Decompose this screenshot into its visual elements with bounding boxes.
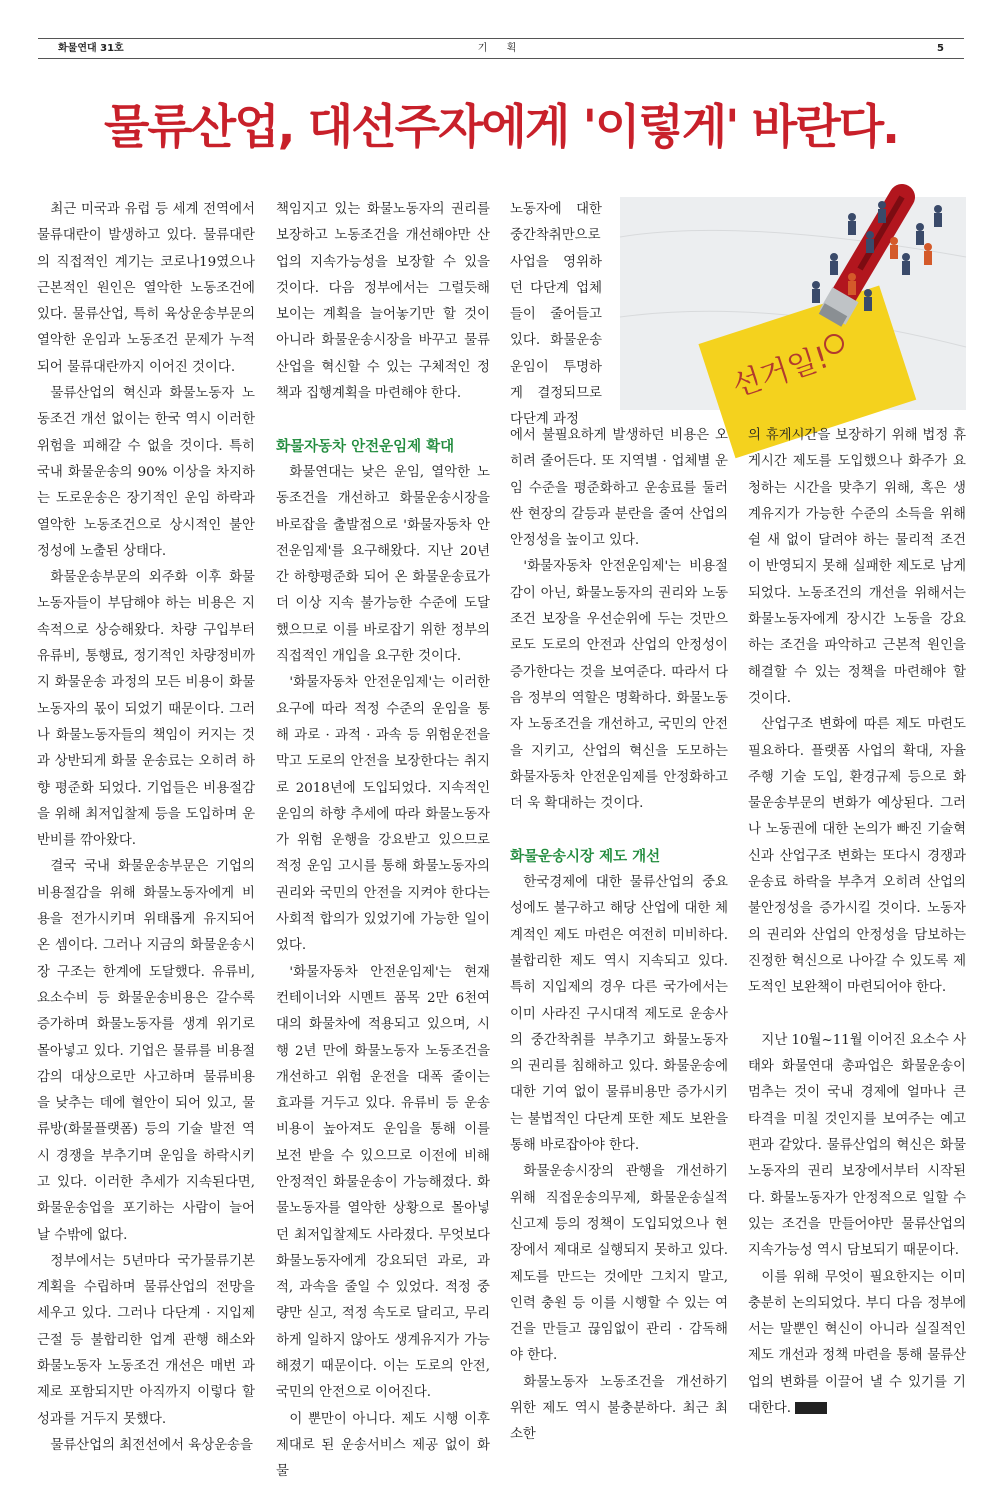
paragraph: 산업구조 변화에 따른 제도 마련도 필요하다. 플랫폼 사업의 확대, 자율주행 기술 도입, 환경규제 등으로 화물운송부문의 변화가 예상된다. 그러나 노동권에 대한 논의가 빠진 기술혁신과 산업구조 변화는 또다시 경쟁과 운송료 하락을 부추겨 오히려 산업의 불안정성을 증가시킬 것이다. 노동자의 권리와 산업의 안정성을 담보하는 진정한 혁신으로 나아갈 수 있도록 제도적인 보완책이 마련되어야 한다.	[748, 717, 966, 996]
end-mark-icon	[795, 1402, 827, 1414]
paragraph: 물류산업의 혁신과 화물노동자 노동조건 개선 없이는 한국 역시 이러한 위험을 피해갈 수 없을 것이다. 특히 국내 화물운송의 90% 이상을 차지하는 도로운송은 장기적인 운임 하락과 열악한 노동조건으로 상시적인 불안정성에 노출된 상태다.	[37, 386, 255, 559]
paragraph: 책임지고 있는 화물노동자의 권리를 보장하고 노동조건을 개선해야만 산업의 지속가능성을 보장할 수 있을 것이다. 다음 정부에서는 그럴듯해 보이는 계획을 늘어놓기만 할 것이 아니라 화물운송시장을 바꾸고 물류산업을 혁신할 수 있는 구체적인 정책과 집행계획을 마련해야 한다.	[276, 202, 490, 402]
article-column-3-narrow	[510, 197, 602, 428]
article-column-2	[276, 197, 490, 1480]
paragraph: 화물연대는 낮은 운임, 열악한 노동조건을 개선하고 화물운송시장을 바로잡을 출발점으로 '화물자동차 안전운임제'를 요구해왔다. 지난 20년간 하향평준화 되어 온 화물운송료가 더 이상 지속 불가능한 수준에 도달했으므로 이를 바로잡기 위한 정부의 직접적인 개입을 요구한 것이다.	[276, 464, 490, 665]
paragraph: '화물자동차 안전운임제'는 이러한 요구에 따라 적정 수준의 운임을 통해 과로 · 과적 · 과속 등 위험운전을 막고 도로의 안전을 보장한다는 취지로 2018년에 도입되었다. 지속적인 운임의 하향 추세에 따라 화물노동자가 위험 운행을 강요받고 있으므로 적정 운임 고시를 통해 화물노동자의 권리와 국민의 안전을 지켜야 한다는 사회적 합의가 있었기에 가능한 일이었다.	[276, 675, 490, 954]
paragraph: 의 휴게시간을 보장하기 위해 법정 휴게시간 제도를 도입했으나 화주가 요청하는 시간을 맞추기 위해, 혹은 생계유지가 가능한 수준의 소득을 위해 쉴 새 없이 달려야 하는 물리적 조건이 반영되지 못해 실패한 제도로 남게 되었다. 노동조건의 개선을 위해서는 화물노동자에게 장시간 노동을 강요하는 조건을 파악하고 근본적 원인을 해결할 수 있는 정책을 마련해야 할 것이다.	[748, 428, 966, 706]
article-photo	[620, 197, 966, 410]
paragraph: '화물자동차 안전운임제'는 현재 컨테이너와 시멘트 품목 2만 6천여 대의 화물차에 적용되고 있으며, 시행 2년 만에 화물노동자 노동조건을 개선하고 위험 운전을 대폭 줄이는 효과를 거두고 있다. 유류비 등 운송비용이 높아져도 운임을 통해 이를 보전 받을 수 있으므로 이전에 비해 안정적인 화물운송이 가능해졌다. 화물노동자를 열악한 상황으로 몰아넣던 최저입찰제도 사라졌다. 무엇보다 화물노동자에게 강요되던 과로, 과적, 과속을 줄일 수 있었다. 적정 중량만 싣고, 적정 속도로 달리고, 무리하게 일하지 않아도 생계유지가 가능해졌기 때문이다. 이는 도로의 안전, 국민의 안전으로 이어진다.	[276, 964, 490, 1401]
ballot-stamp-illustration	[620, 197, 966, 410]
paragraph: 노동자에 대한 중간착취만으로 사업을 영위하던 다단계 업체들이 줄어들고 있다. 화물운송운임이 투명하게 결정되므로 다단계 과정	[510, 202, 602, 428]
section-heading-market-reform: 화물운송시장 제도 개선	[510, 848, 661, 865]
paragraph: 결국 국내 화물운송부문은 기업의 비용절감을 위해 화물노동자에게 비용을 전가시키며 위태롭게 유지되어 온 셈이다. 그러나 지금의 화물운송시장 구조는 한계에 도달했다. 유류비, 요소수비 등 화물운송비용은 갈수록 증가하며 화물노동자를 생계 위기로 몰아넣고 있다. 기업은 물류를 비용절감의 대상으로만 사고하며 물류비용을 낮추는 데에 혈안이 되어 있고, 물류방(화물플랫폼) 등의 기술 발전 역시 경쟁을 부추기며 운임을 하락시키고 있다. 이러한 추세가 지속된다면, 화물운송업을 포기하는 사람이 늘어날 수밖에 없다.	[37, 859, 255, 1243]
paragraph-text: 이를 위해 무엇이 필요한지는 이미 충분히 논의되었다. 부디 다음 정부에서는 말뿐인 혁신이 아니라 실질적인 제도 개선과 정책 마련을 통해 물류산업의 변화를 이끌어 낼 수 있기를 기대한다.	[748, 1269, 966, 1416]
section-heading-safe-rates: 화물자동차 안전운임제 확대	[276, 438, 455, 455]
article-column-4	[748, 423, 967, 1416]
paragraph: 최근 미국과 유럽 등 세계 전역에서 물류대란이 발생하고 있다. 물류대란의 직접적인 계기는 코로나19였으나 근본적인 원인은 열악한 노동조건에 있다. 물류산업, 특히 육상운송부문의 열악한 운임과 노동조건 문제가 누적되어 물류대란까지 이어진 것이다.	[37, 202, 255, 375]
paragraph: 한국경제에 대한 물류산업의 중요성에도 불구하고 해당 산업에 대한 체계적인 제도 마련은 여전히 미비하다. 불합리한 제도 역시 지속되고 있다. 특히 지입제의 경우 다른 국가에서는 이미 사라진 구시대적 제도로 운송사의 중간착취를 부추기고 화물노동자의 권리를 침해하고 있다. 화물운송에 대한 기여 없이 물류비용만 증가시키는 불법적인 다단계 또한 제도 보완을 통해 바로잡아야 한다.	[510, 875, 728, 1154]
article-column-1	[37, 197, 255, 1453]
article-headline: 물류산업, 대선주자에게 '이렇게' 바란다.	[103, 100, 898, 155]
section-label: 기 획	[477, 43, 525, 54]
page-number: 5	[937, 43, 944, 54]
paragraph: 에서 불필요하게 발생하던 비용은 오히려 줄어든다. 또 지역별 · 업체별 운임 수준을 평준화하고 운송료를 둘러싼 현장의 갈등과 분란을 줄여 산업의 안정성을 높이고 있다.	[510, 428, 728, 549]
paragraph: 물류산업의 최전선에서 육상운송을	[50, 1437, 253, 1453]
paragraph: 정부에서는 5년마다 국가물류기본계획을 수립하며 물류산업의 전망을 세우고 있다. 그러나 다단계 · 지입제 근절 등 불합리한 업계 관행 해소와 화물노동자 노동조건 개선은 매번 과제로 포함되지만 아직까지 이렇다 할 성과를 거두지 못했다.	[37, 1253, 255, 1427]
paragraph: '화물자동차 안전운임제'는 비용절감이 아닌, 화물노동자의 권리와 노동조건 보장을 우선순위에 두는 것만으로도 도로의 안전과 산업의 안정성이 증가한다는 것을 보여준다. 따라서 다음 정부의 역할은 명확하다. 화물노동자 노동조건을 개선하고, 국민의 안전을 지키고, 산업의 혁신을 도모하는 화물자동차 안전운임제를 안정화하고 더 욱 확대하는 것이다.	[510, 559, 728, 812]
paragraph: 이 뿐만이 아니다. 제도 시행 이후 제대로 된 운송서비스 제공 없이 화물	[276, 1411, 490, 1480]
paragraph: 지난 10월~11월 이어진 요소수 사태와 화물연대 총파업은 화물운송이 멈추는 것이 국내 경제에 얼마나 큰 타격을 미칠 것인지를 보여주는 예고편과 같았다. 물류산업의 혁신은 화물노동자의 권리 보장에서부터 시작된다. 화물노동자가 안정적으로 일할 수 있는 조건을 만들어야만 물류산업의 지속가능성 역시 담보되기 때문이다.	[748, 1032, 967, 1259]
header-rule-top	[38, 38, 964, 39]
article-column-3	[510, 423, 728, 1443]
publication-label: 화물연대 31호	[58, 43, 124, 54]
paragraph: 화물운송시장의 관행을 개선하기 위해 직접운송의무제, 화물운송실적신고제 등의 정책이 도입되었으나 현장에서 제대로 실행되지 못하고 있다. 제도를 만드는 것에만 그치지 말고, 인력 충원 등 이를 시행할 수 있는 여건을 만들고 끊임없이 관리 · 감독해야 한다.	[510, 1164, 728, 1364]
header-rule-bottom	[38, 58, 964, 59]
paragraph: 화물운송부문의 외주화 이후 화물노동자들이 부담해야 하는 비용은 지속적으로 상승해왔다. 차량 구입부터 유류비, 통행료, 정기적인 차량정비까지 화물운송 과정의 모든 비용이 화물노동자의 몫이 되었기 때문이다. 그러나 화물노동자들의 책임이 커지는 것과 상반되게 화물 운송료는 오히려 하향 평준화 되었다. 기업들은 비용절감을 위해 최저입찰제 등을 도입하며 운반비를 깎아왔다.	[37, 570, 255, 849]
note-text: 선거일!	[727, 340, 833, 404]
paragraph: 화물노동자 노동조건을 개선하기 위한 제도 역시 불충분하다. 최근 최소한	[510, 1374, 728, 1443]
paragraph	[748, 1265, 966, 1423]
